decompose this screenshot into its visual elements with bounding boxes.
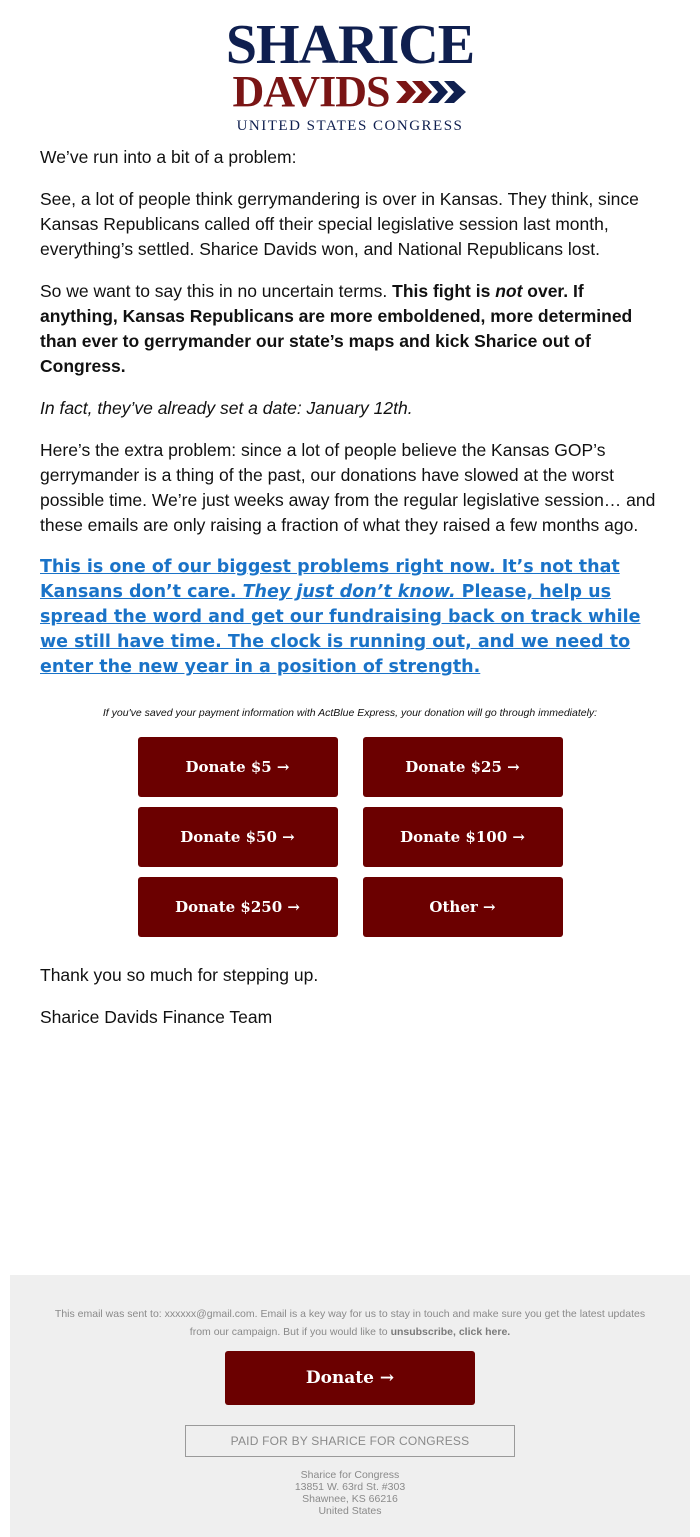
- emphasis-part-1: This fight is: [392, 281, 496, 301]
- paragraph-extra-problem: Here’s the extra problem: since a lot of people believe the Kansas GOP’s gerrymander is a thing of the past, our donations have slowed at the worst possible time. We’re just weeks away from the regular legislative session… and these emails are only raising a fraction of what they raised a few months ago.: [40, 440, 656, 535]
- donate-5-button[interactable]: Donate $5 →: [138, 737, 338, 797]
- paragraph-intro: We’ve run into a bit of a problem:: [40, 147, 297, 167]
- paragraph-fight-lead: So we want to say this in no uncertain terms.: [40, 281, 393, 301]
- address-line: 13851 W. 63rd St. #303: [294, 1481, 406, 1493]
- donate-25-button[interactable]: Donate $25 →: [363, 737, 563, 797]
- footer-donate-button[interactable]: Donate →: [225, 1351, 475, 1405]
- address-line: Shawnee, KS 66216: [302, 1493, 398, 1505]
- donate-250-button[interactable]: Donate $250 →: [138, 877, 338, 937]
- logo-subtitle: UNITED STATES CONGRESS: [236, 118, 464, 134]
- signature: Sharice Davids Finance Team: [40, 1007, 273, 1027]
- donation-button-grid: [138, 737, 563, 937]
- address-line: United States: [318, 1505, 382, 1517]
- email-body: [40, 145, 660, 1047]
- footer-notice: [50, 1305, 650, 1341]
- paid-for-disclaimer: PAID FOR BY SHARICE FOR CONGRESS: [185, 1425, 515, 1457]
- unsubscribe-link[interactable]: unsubscribe, click here.: [390, 1326, 511, 1338]
- actblue-express-note: If you've saved your payment information with ActBlue Express, your donation will go through immediately:: [102, 707, 598, 719]
- email-footer: [10, 1275, 690, 1537]
- cta-part-3: Please, help us spread the word and get our fundraising back on track while we still have time. The clock is running out, and we need to enter the new year in a position of strength.: [40, 582, 641, 677]
- footer-sent-to: This email was sent to: xxxxxx@gmail.com. Email is a key way for us to stay in touch and make sure you get the latest updates from our campaign. But if you would like to: [54, 1308, 646, 1338]
- emphasis-part-2: over. If anything, Kansas Republicans are more emboldened, more determined than ever to gerrymander our state’s maps and kick Sharice out of Congress.: [40, 281, 633, 376]
- campaign-logo: [0, 14, 700, 135]
- donate-50-button[interactable]: Donate $50 →: [138, 807, 338, 867]
- thank-you-text: Thank you so much for stepping up.: [40, 965, 319, 985]
- fundraising-cta-link[interactable]: [40, 555, 660, 680]
- paragraph-gerrymandering: See, a lot of people think gerrymandering is over in Kansas. They think, since Kansas Republicans called off their special legislative session last month, everything’s settled. Sharice Davids won, and National Republicans lost.: [40, 189, 639, 259]
- donate-other-button[interactable]: Other →: [363, 877, 563, 937]
- emphasis-not: not: [495, 281, 523, 301]
- chevron-arrows-icon: [396, 79, 468, 105]
- donate-100-button[interactable]: Donate $100 →: [363, 807, 563, 867]
- paragraph-date: In fact, they’ve already set a date: January 12th.: [40, 398, 413, 418]
- mailing-address: [10, 1469, 690, 1517]
- cta-part-2: They just don’t know.: [242, 582, 456, 602]
- address-line: Sharice for Congress: [300, 1469, 400, 1481]
- logo-first-name: SHARICE: [225, 14, 475, 76]
- logo-last-name: DAVIDS: [232, 67, 390, 116]
- cta-part-1: This is one of our biggest problems right now. It’s not that Kansans don’t care.: [40, 557, 620, 602]
- paragraph-fight: [40, 279, 660, 379]
